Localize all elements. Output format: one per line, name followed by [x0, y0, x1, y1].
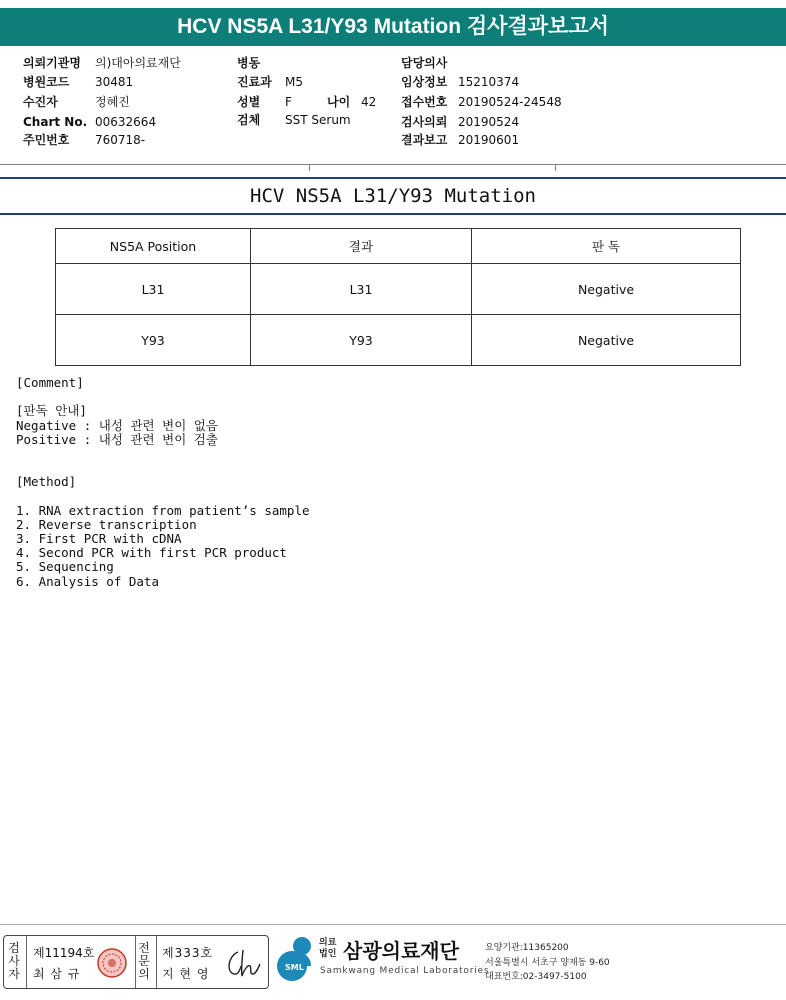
examiner-license: 제11194호 [33, 946, 95, 960]
info-value: 00632664 [95, 115, 157, 129]
cell-result: Y93 [251, 315, 472, 366]
cell-position: Y93 [56, 315, 251, 366]
footer-divider [0, 924, 786, 925]
org-name: 삼광의료재단 [343, 939, 459, 963]
info-label: 검사의뢰 [401, 115, 448, 129]
info-label: 접수번호 [401, 95, 448, 109]
seal-icon [96, 947, 128, 979]
signature-icon [222, 946, 262, 980]
column-header-interpretation: 판 독 [472, 229, 741, 264]
logo-text: SML [285, 963, 304, 972]
info-value: 30481 [95, 75, 134, 89]
info-value: SST Serum [285, 113, 351, 127]
info-label: 검체 [237, 113, 261, 127]
result-table [55, 228, 741, 366]
info-value: 760718- [95, 133, 146, 147]
info-label-age: 나이 [327, 95, 351, 109]
sml-logo-icon [272, 936, 316, 984]
method-step: 3. First PCR with cDNA [16, 531, 182, 546]
info-value: 20190524-24548 [458, 95, 562, 109]
guide-heading: [판독 안내] [16, 403, 87, 418]
info-label: 주민번호 [23, 133, 70, 147]
reviewer-license: 제333호 [162, 946, 214, 960]
reviewer-label: 전문의 [138, 941, 150, 981]
divider [0, 164, 786, 165]
info-row-accession-no [401, 95, 562, 109]
info-row-specimen [237, 113, 351, 127]
info-value-age: 42 [361, 95, 377, 109]
info-value: 20190601 [458, 133, 520, 147]
info-row-department [237, 75, 303, 89]
org-code: 요양기관:11365200 [485, 943, 569, 953]
info-value: M5 [285, 75, 303, 89]
info-row-ward [237, 56, 285, 70]
cell-position: L31 [56, 264, 251, 315]
reviewer-name: 지 현 영 [162, 967, 210, 981]
divider [156, 936, 157, 988]
info-row-chart-no [23, 115, 156, 129]
divider-tick [555, 165, 556, 171]
divider [135, 936, 136, 988]
divider-thick [0, 177, 786, 179]
info-row-doctor [401, 56, 458, 70]
method-step: 2. Reverse transcription [16, 517, 197, 532]
guide-line-positive: Positive : 내성 관련 변이 검출 [16, 432, 218, 447]
method-step: 4. Second PCR with first PCR product [16, 545, 287, 560]
info-value: F [285, 95, 292, 109]
info-row-institution [23, 56, 181, 70]
info-row-sex [237, 95, 376, 109]
method-step: 1. RNA extraction from patient’s sample [16, 503, 310, 518]
info-row-report-date [401, 133, 519, 147]
info-label: 임상정보 [401, 75, 448, 89]
info-label: 진료과 [237, 75, 272, 89]
org-address: 서울특별시 서초구 양재동 9-60 [485, 958, 610, 968]
comment-heading: [Comment] [16, 375, 84, 390]
info-value: 20190524 [458, 115, 520, 129]
table-row [56, 315, 741, 366]
column-header-result: 결과 [251, 229, 472, 264]
org-prefix: 의료 법인 [319, 938, 337, 959]
org-english-name: Samkwang Medical Laboratories [320, 966, 490, 976]
cell-interpretation: Negative [472, 264, 741, 315]
cell-result: L31 [251, 264, 472, 315]
info-row-hospital-code [23, 75, 133, 89]
section-title: HCV NS5A L31/Y93 Mutation [250, 185, 536, 207]
signature-box [3, 935, 269, 989]
info-value: 정혜진 [95, 95, 130, 109]
cell-interpretation: Negative [472, 315, 741, 366]
info-value: 의)대아의료재단 [95, 56, 181, 70]
info-label: 수진자 [23, 95, 58, 109]
info-value: 15210374 [458, 75, 520, 89]
info-label: 성별 [237, 95, 261, 109]
table-header-row [56, 229, 741, 264]
examiner-label: 검사자 [8, 941, 20, 981]
method-heading: [Method] [16, 474, 77, 489]
info-label: 병원코드 [23, 75, 70, 89]
info-label: 결과보고 [401, 133, 448, 147]
method-step: 6. Analysis of Data [16, 574, 159, 589]
column-header-position: NS5A Position [56, 229, 251, 264]
info-label: 의뢰기관명 [23, 56, 81, 70]
info-row-clinical-info [401, 75, 519, 89]
info-row-resident-no [23, 133, 145, 147]
info-label: Chart No. [23, 115, 88, 129]
org-phone: 대표번호:02-3497-5100 [485, 972, 587, 982]
info-row-request-date [401, 115, 519, 129]
info-label: 병동 [237, 56, 261, 70]
report-title: HCV NS5A L31/Y93 Mutation 검사결과보고서 [0, 8, 786, 46]
section-title-underline [0, 213, 786, 215]
method-step: 5. Sequencing [16, 559, 114, 574]
divider-tick [309, 165, 310, 171]
info-row-patient-name [23, 95, 130, 109]
table-row [56, 264, 741, 315]
guide-line-negative: Negative : 내성 관련 변이 없음 [16, 418, 218, 433]
divider [26, 936, 27, 988]
info-label: 담당의사 [401, 56, 448, 70]
examiner-name: 최 삼 규 [33, 967, 81, 981]
